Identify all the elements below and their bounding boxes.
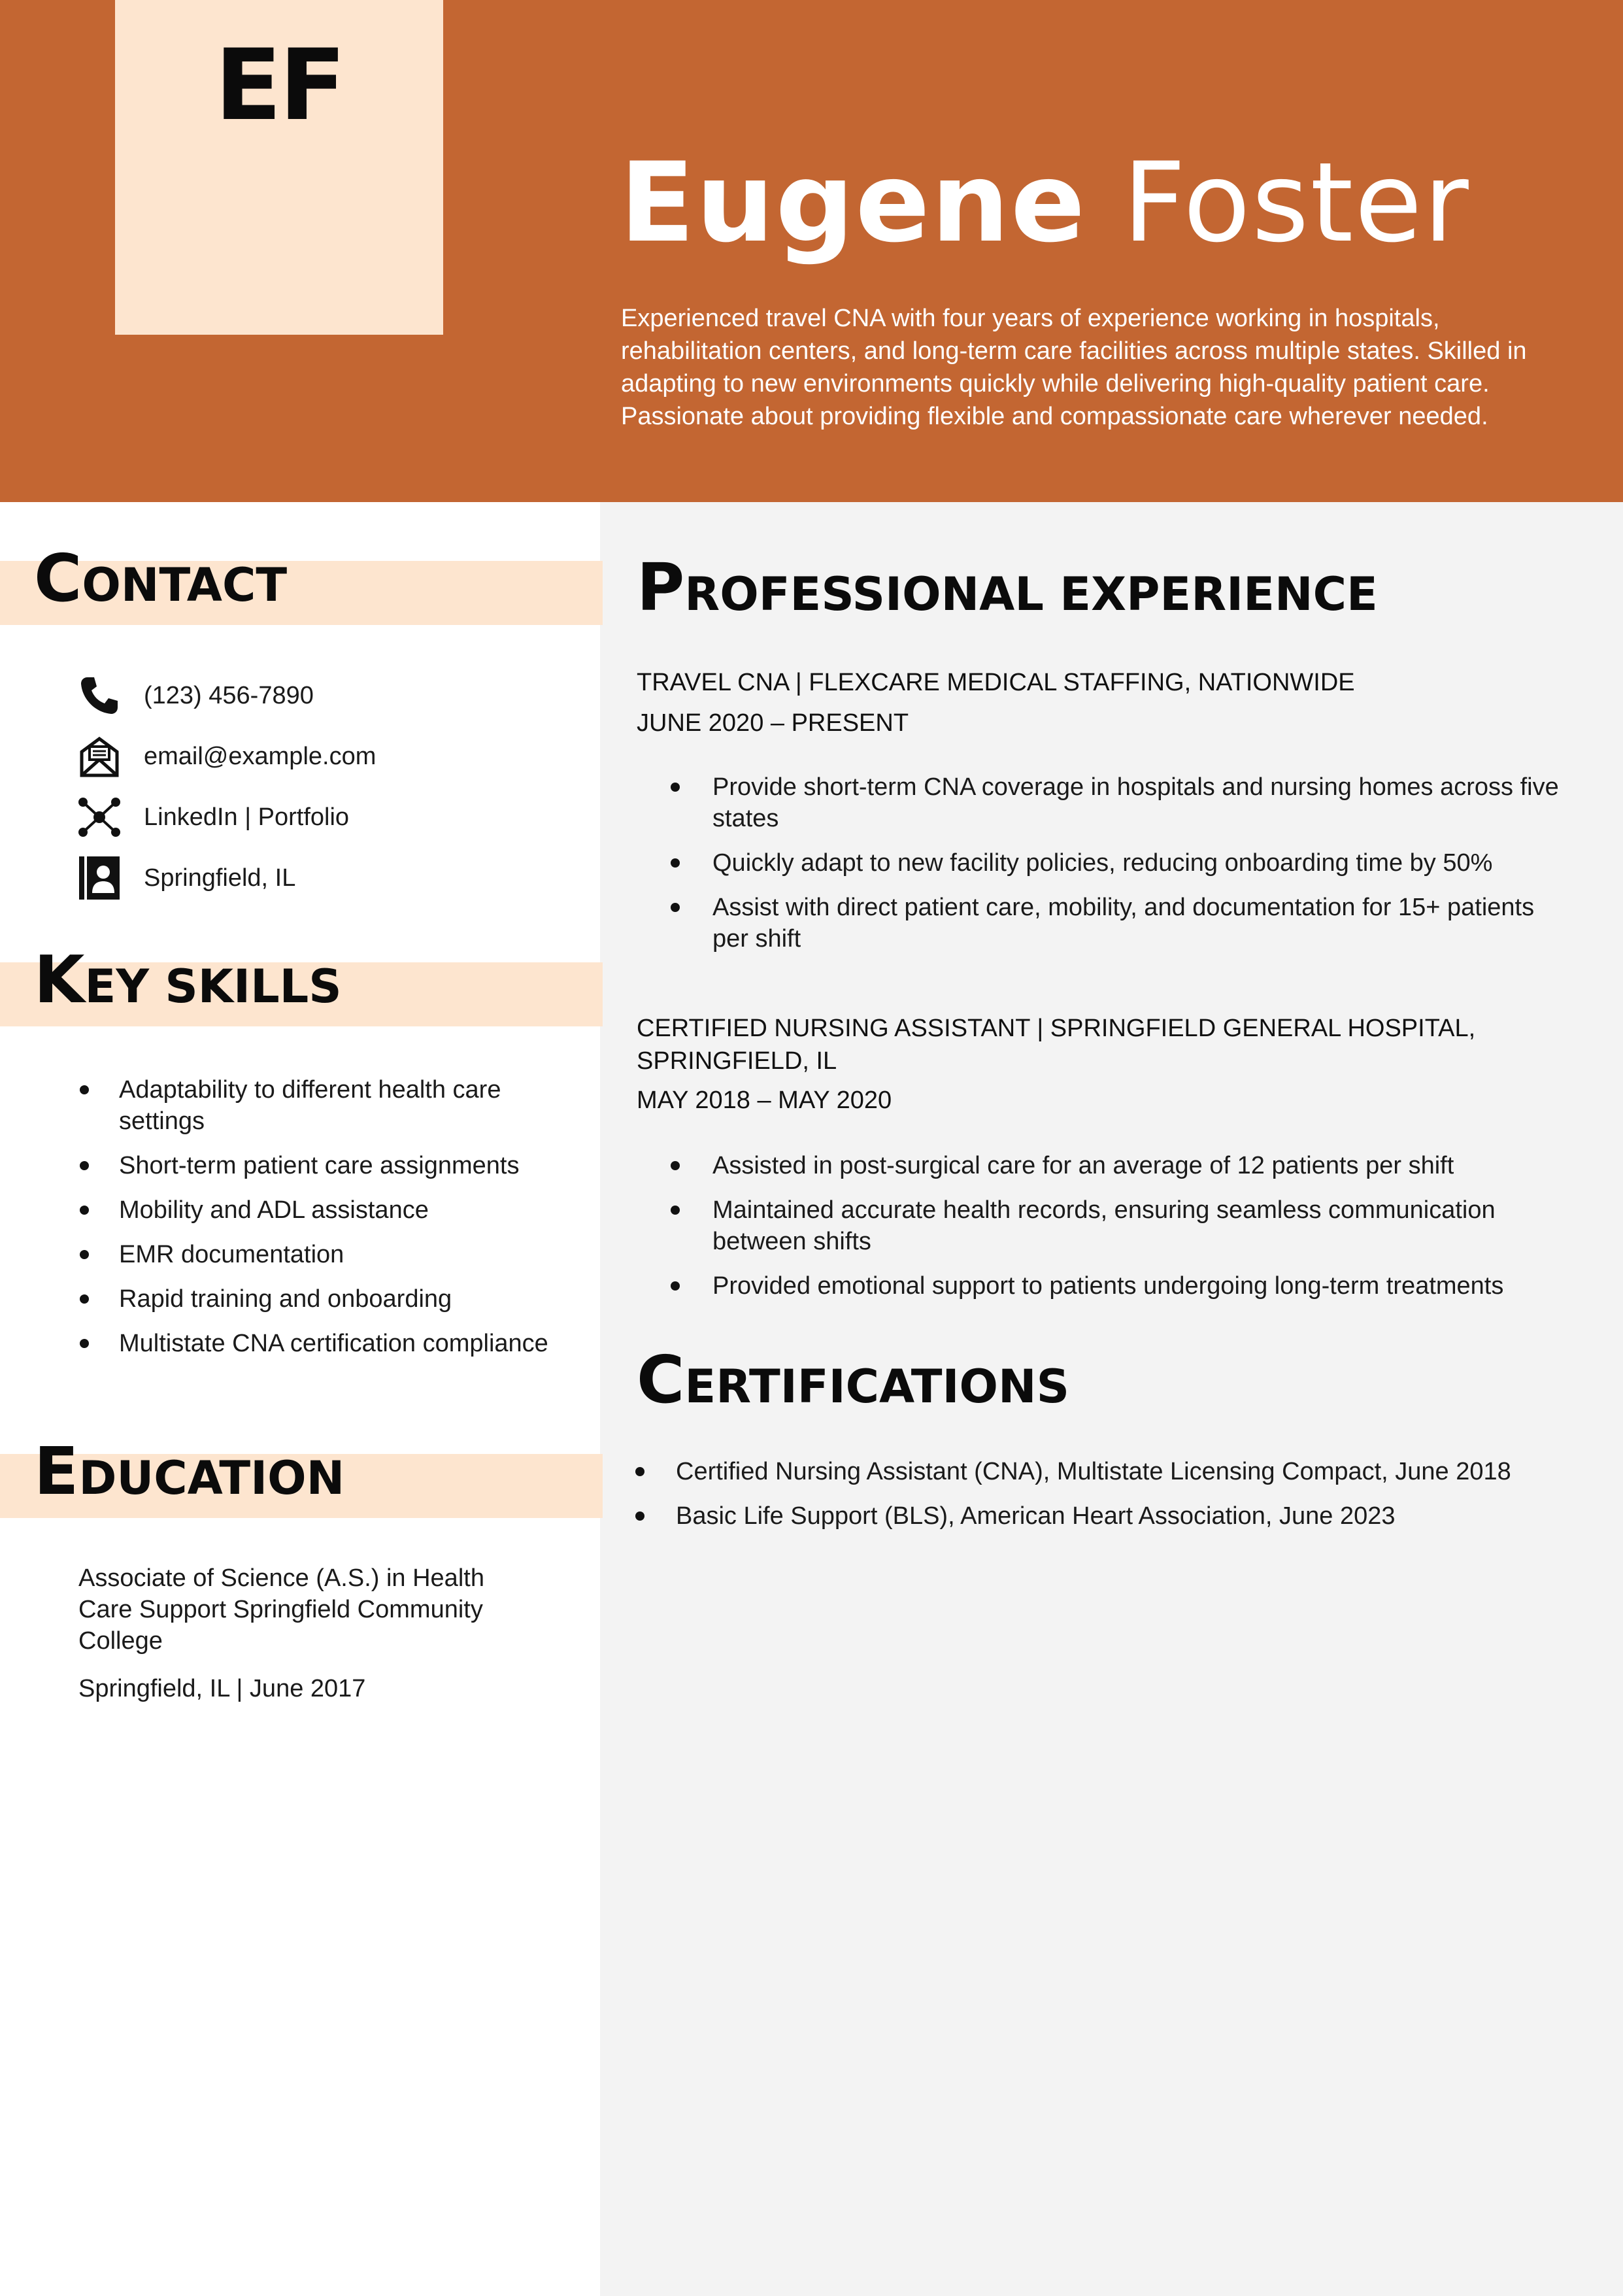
job-2-bullets <box>637 1150 1565 1315</box>
summary: Experienced travel CNA with four years of experience working in hospitals, rehabilitation centers, and long-term care facilities across multiple states. Skilled in adapting to new environments quickly while delivering high-quality patient care. Passionate about providing flexible and compassionate care wherever needed. <box>621 305 1527 430</box>
job-1-bullets <box>637 771 1565 968</box>
network-icon <box>76 794 123 841</box>
list-item: Quickly adapt to new facility policies, reducing onboarding time by 50% <box>637 847 1565 879</box>
first-name: Eugene <box>620 139 1087 267</box>
list-item: Rapid training and onboarding <box>78 1283 549 1315</box>
list-item: Basic Life Support (BLS), American Heart Association, June 2023 <box>634 1500 1595 1532</box>
links-text[interactable]: LinkedIn | Portfolio <box>144 803 350 831</box>
skills-heading: KEY SKILLS <box>34 941 342 1018</box>
contact-email <box>76 730 376 783</box>
job-2-title: CERTIFIED NURSING ASSISTANT | SPRINGFIELD GENERAL HOSPITAL, SPRINGFIELD, IL <box>637 1015 1476 1075</box>
email-text[interactable]: email@example.com <box>144 742 376 770</box>
certifications-list <box>634 1456 1595 1545</box>
certifications-heading: CERTIFICATIONS <box>637 1342 1070 1418</box>
contact-heading: CONTACT <box>34 540 288 616</box>
list-item: Certified Nursing Assistant (CNA), Multistate Licensing Compact, June 2018 <box>634 1456 1595 1487</box>
phone-icon <box>76 672 123 719</box>
job-2-dates: MAY 2018 – MAY 2020 <box>637 1087 892 1114</box>
envelope-icon <box>76 733 123 780</box>
contact-phone <box>76 669 314 722</box>
experience-heading: PROFESSIONAL EXPERIENCE <box>637 549 1378 626</box>
contact-links <box>76 791 350 843</box>
candidate-name <box>620 137 1470 268</box>
list-item: Multistate CNA certification compliance <box>78 1328 549 1359</box>
list-item: Assist with direct patient care, mobility, and documentation for 15+ patients per shift <box>637 892 1565 954</box>
last-name: Foster <box>1122 139 1470 267</box>
location-text: Springfield, IL <box>144 864 296 892</box>
job-1-dates: JUNE 2020 – PRESENT <box>637 709 909 737</box>
list-item: Provided emotional support to patients undergoing long-term treatments <box>637 1270 1565 1302</box>
list-item: Mobility and ADL assistance <box>78 1194 549 1226</box>
list-item: Adaptability to different health care settings <box>78 1074 549 1137</box>
list-item: EMR documentation <box>78 1239 549 1270</box>
education-location-date: Springfield, IL | June 2017 <box>78 1675 366 1702</box>
skills-list <box>78 1074 549 1372</box>
list-item: Assisted in post-surgical care for an average of 12 patients per shift <box>637 1150 1565 1181</box>
job-1-title: TRAVEL CNA | FLEXCARE MEDICAL STAFFING, NATIONWIDE <box>637 669 1355 696</box>
header-banner <box>0 0 1623 502</box>
education-degree: Associate of Science (A.S.) in Health Care Support Springfield Community College <box>78 1564 484 1655</box>
list-item: Short-term patient care assignments <box>78 1150 549 1181</box>
monogram-box <box>115 0 443 335</box>
education-heading: EDUCATION <box>34 1433 345 1510</box>
phone-text[interactable]: (123) 456-7890 <box>144 681 314 709</box>
contact-card-icon <box>76 854 123 902</box>
list-item: Provide short-term CNA coverage in hospitals and nursing homes across five states <box>637 771 1565 834</box>
initials: EF <box>214 29 344 143</box>
list-item: Maintained accurate health records, ensuring seamless communication between shifts <box>637 1194 1565 1257</box>
contact-location <box>76 852 296 904</box>
